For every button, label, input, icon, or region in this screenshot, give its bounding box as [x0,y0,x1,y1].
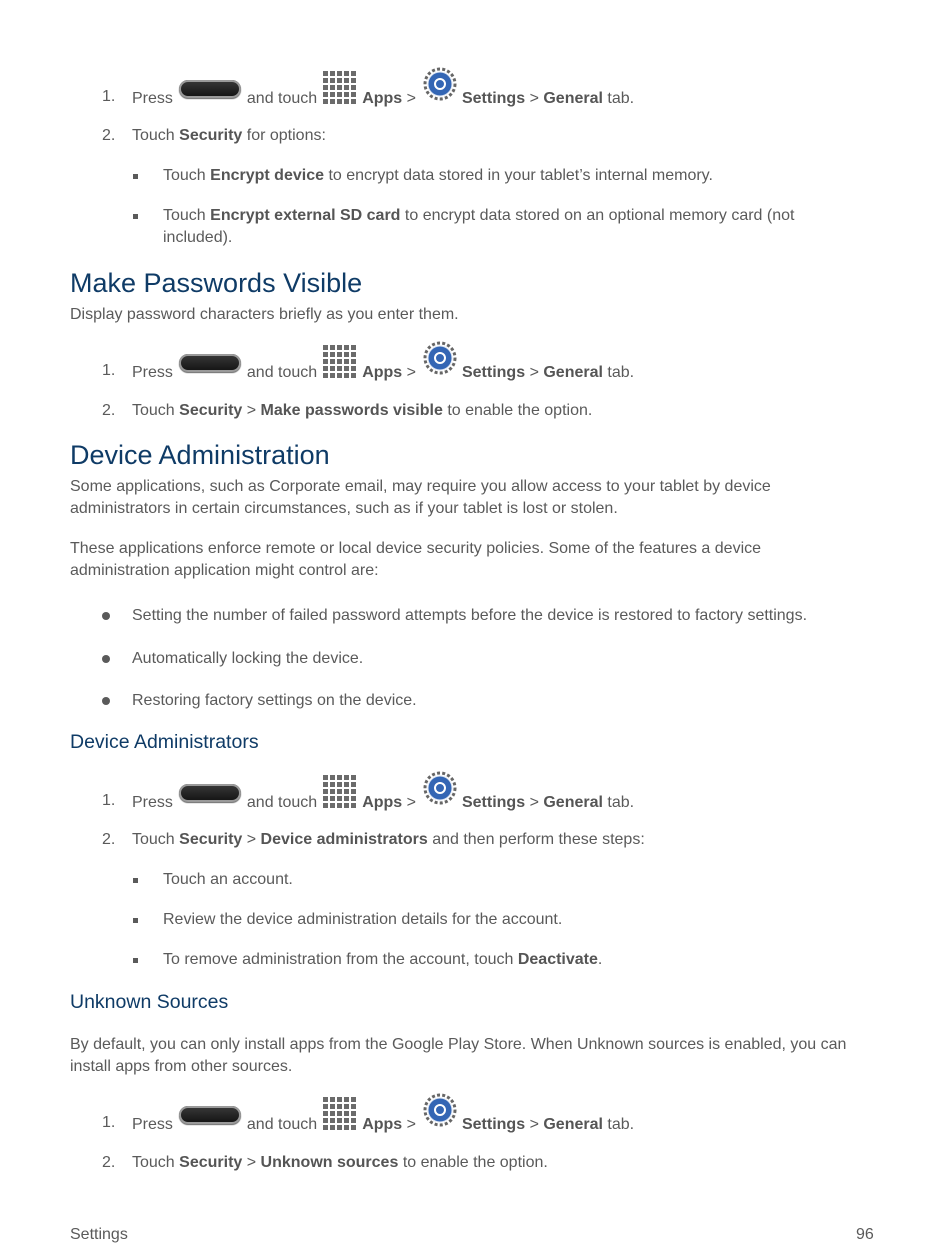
separator: > [246,831,257,848]
security-step [132,125,326,147]
home-key-icon [179,784,241,802]
touch-label: Touch [163,207,206,224]
touch-label: Touch [132,1154,175,1171]
step-text: for options: [246,127,326,144]
separator: > [246,402,257,419]
apps-label: Apps [362,90,403,107]
round-bullet [102,697,110,705]
passwords-intro: Display password characters briefly as you enter them. [70,306,459,323]
press-label: Press [132,364,173,381]
separator: > [406,794,416,811]
step-number: 1. [102,362,116,379]
separator: > [529,1116,539,1133]
press-step [132,1094,634,1134]
square-bullet [133,918,138,923]
square-bullet [133,878,138,883]
device-admin-para2: These applications enforce remote or local device security policies. Some of the features a device administration application might control are: [70,540,762,579]
step-number: 1. [102,1114,116,1131]
settings-label: Settings [461,1116,526,1133]
home-key-icon [179,354,241,372]
step-number: 2. [102,1154,116,1171]
page-number: 96 [856,1226,874,1243]
separator: > [529,90,539,107]
period: . [597,951,603,968]
item-text: to encrypt data stored on an optional memory card (not included). [163,207,795,246]
and-touch-label: and touch [246,90,318,107]
passwords-step [132,400,592,422]
touch-label: Touch [132,127,175,144]
separator: > [246,1154,257,1171]
separator: > [529,364,539,381]
separator: > [529,794,539,811]
security-label: Security [179,402,243,419]
home-key-icon [179,1106,241,1124]
touch-label: Touch [132,831,175,848]
encrypt-sd-item [163,205,853,249]
settings-gear-icon [422,770,458,806]
unknown-sources-label: Unknown sources [260,1154,399,1171]
heading-passwords: Make Passwords Visible [70,268,363,298]
item-text: to encrypt data stored in your tablet’s internal memory. [328,167,713,184]
apps-grid-icon [323,71,356,104]
step-number: 1. [102,792,116,809]
footer-section-name: Settings [70,1226,128,1243]
square-bullet [133,174,138,179]
list-item: Restoring factory settings on the device. [132,692,417,709]
and-touch-label: and touch [246,1116,318,1133]
step-number: 2. [102,127,116,144]
list-item: Setting the number of failed password attempts before the device is restored to factory settings. [132,607,808,624]
step-number: 2. [102,402,116,419]
and-touch-label: and touch [246,364,318,381]
item-text: To remove administration from the account, touch [163,951,514,968]
heading-unknown-sources: Unknown Sources [70,991,229,1013]
home-key-icon [179,80,241,98]
device-admin-para1: Some applications, such as Corporate email, may require you allow access to your tablet by device administrators in certain circumstances, such as if your tablet is lost or stolen. [70,478,771,517]
press-label: Press [132,794,173,811]
separator: > [406,364,416,381]
apps-label: Apps [362,364,403,381]
heading-device-administration: Device Administration [70,440,330,470]
settings-gear-icon [422,66,458,102]
administrators-step [132,829,645,851]
settings-label: Settings [461,364,526,381]
tab-label: tab. [607,364,635,381]
settings-gear-icon [422,1092,458,1128]
and-touch-label: and touch [246,794,318,811]
apps-grid-icon [323,775,356,808]
press-label: Press [132,90,173,107]
list-item: Review the device administration details for the account. [163,911,563,928]
tab-label: tab. [607,794,635,811]
tab-label: tab. [607,90,635,107]
round-bullet [102,655,110,663]
device-administrators-label: Device administrators [260,831,428,848]
press-step [132,68,634,108]
touch-label: Touch [132,402,175,419]
general-label: General [543,90,603,107]
settings-gear-icon [422,340,458,376]
list-item: Touch an account. [163,871,293,888]
tab-label: tab. [607,1116,635,1133]
general-label: General [543,364,603,381]
press-step [132,342,634,382]
step-text: to enable the option. [447,402,593,419]
security-label: Security [179,1154,243,1171]
general-label: General [543,794,603,811]
press-label: Press [132,1116,173,1133]
square-bullet [133,958,138,963]
step-text: to enable the option. [402,1154,548,1171]
apps-grid-icon [323,345,356,378]
step-number: 2. [102,831,116,848]
square-bullet [133,214,138,219]
make-passwords-visible-label: Make passwords visible [260,402,443,419]
step-number: 1. [102,88,116,105]
heading-device-administrators: Device Administrators [70,731,259,753]
round-bullet [102,612,110,620]
separator: > [406,1116,416,1133]
encrypt-sd-label: Encrypt external SD card [210,207,401,224]
unknown-sources-step [132,1152,548,1174]
touch-label: Touch [163,167,206,184]
security-label: Security [179,831,243,848]
encrypt-device-label: Encrypt device [210,167,324,184]
step-text: and then perform these steps: [432,831,645,848]
separator: > [406,90,416,107]
general-label: General [543,1116,603,1133]
apps-grid-icon [323,1097,356,1130]
apps-label: Apps [362,794,403,811]
unknown-sources-para: By default, you can only install apps from the Google Play Store. When Unknown sources is enabled, you can install apps from other sources. [70,1036,847,1075]
list-item [163,949,602,971]
deactivate-label: Deactivate [517,951,598,968]
settings-label: Settings [461,90,526,107]
list-item: Automatically locking the device. [132,650,364,667]
encrypt-device-item [163,165,713,187]
settings-label: Settings [461,794,526,811]
security-label: Security [179,127,243,144]
apps-label: Apps [362,1116,403,1133]
press-step [132,772,634,812]
